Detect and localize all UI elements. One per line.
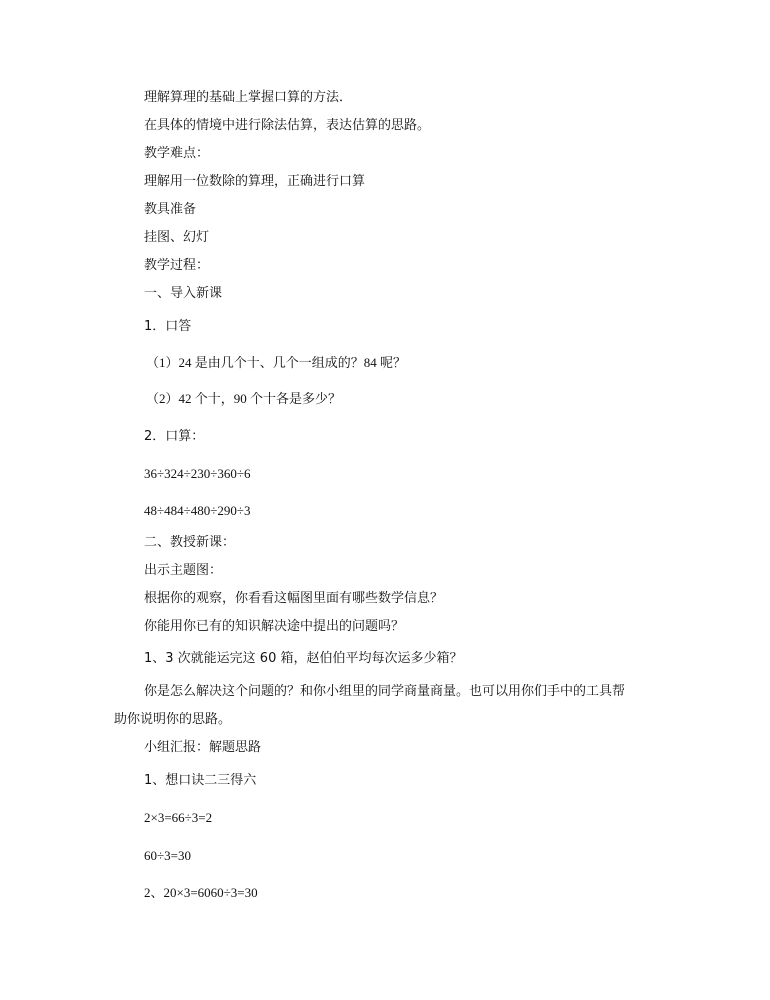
text-line: 根据你的观察，你看看这幅图里面有哪些数学信息？: [144, 591, 444, 606]
question-line: （1）24 是由几个十、几个一组成的？84 呢？: [146, 355, 407, 370]
section-heading: 二、教授新课：: [144, 535, 236, 550]
section-heading: 教学难点：: [144, 146, 210, 161]
text-line: 1、想口诀二三得六: [144, 773, 257, 788]
section-heading: 教学过程：: [144, 258, 210, 273]
section-heading: 一、导入新课: [144, 286, 223, 301]
math-line: 60÷3=30: [144, 848, 191, 863]
text-line: 你是怎么解决这个问题的？和你小组里的同学商量商量。也可以用你们手中的工具帮: [144, 684, 626, 699]
math-line: 2、20×3=6060÷3=30: [144, 885, 258, 900]
text-line: 挂图、幻灯: [144, 230, 210, 245]
text-line: 2．口算：: [144, 429, 205, 444]
text-line: 出示主题图：: [144, 563, 223, 578]
text-line: 1、3 次就能运完这 60 箱，赵伯伯平均每次运多少箱？: [144, 651, 463, 666]
section-heading: 教具准备: [144, 202, 197, 217]
text-line: 你能用你已有的知识解决途中提出的问题吗？: [144, 619, 405, 634]
text-line: 理解用一位数除的算理，正确进行口算: [144, 174, 366, 189]
text-line: 1．口答: [144, 319, 192, 334]
text-line: 在具体的情境中进行除法估算，表达估算的思路。: [144, 118, 431, 133]
math-line: 2×3=66÷3=2: [144, 810, 213, 825]
math-line: 36÷324÷230÷360÷6: [144, 466, 251, 481]
text-line: 小组汇报：解题思路: [144, 740, 262, 755]
math-line: 48÷484÷480÷290÷3: [144, 503, 251, 518]
text-line: 理解算理的基础上掌握口算的方法．: [144, 90, 353, 105]
text-line: 助你说明你的思路。: [114, 712, 232, 727]
question-line: （2）42 个十，90 个十各是多少？: [146, 391, 342, 406]
